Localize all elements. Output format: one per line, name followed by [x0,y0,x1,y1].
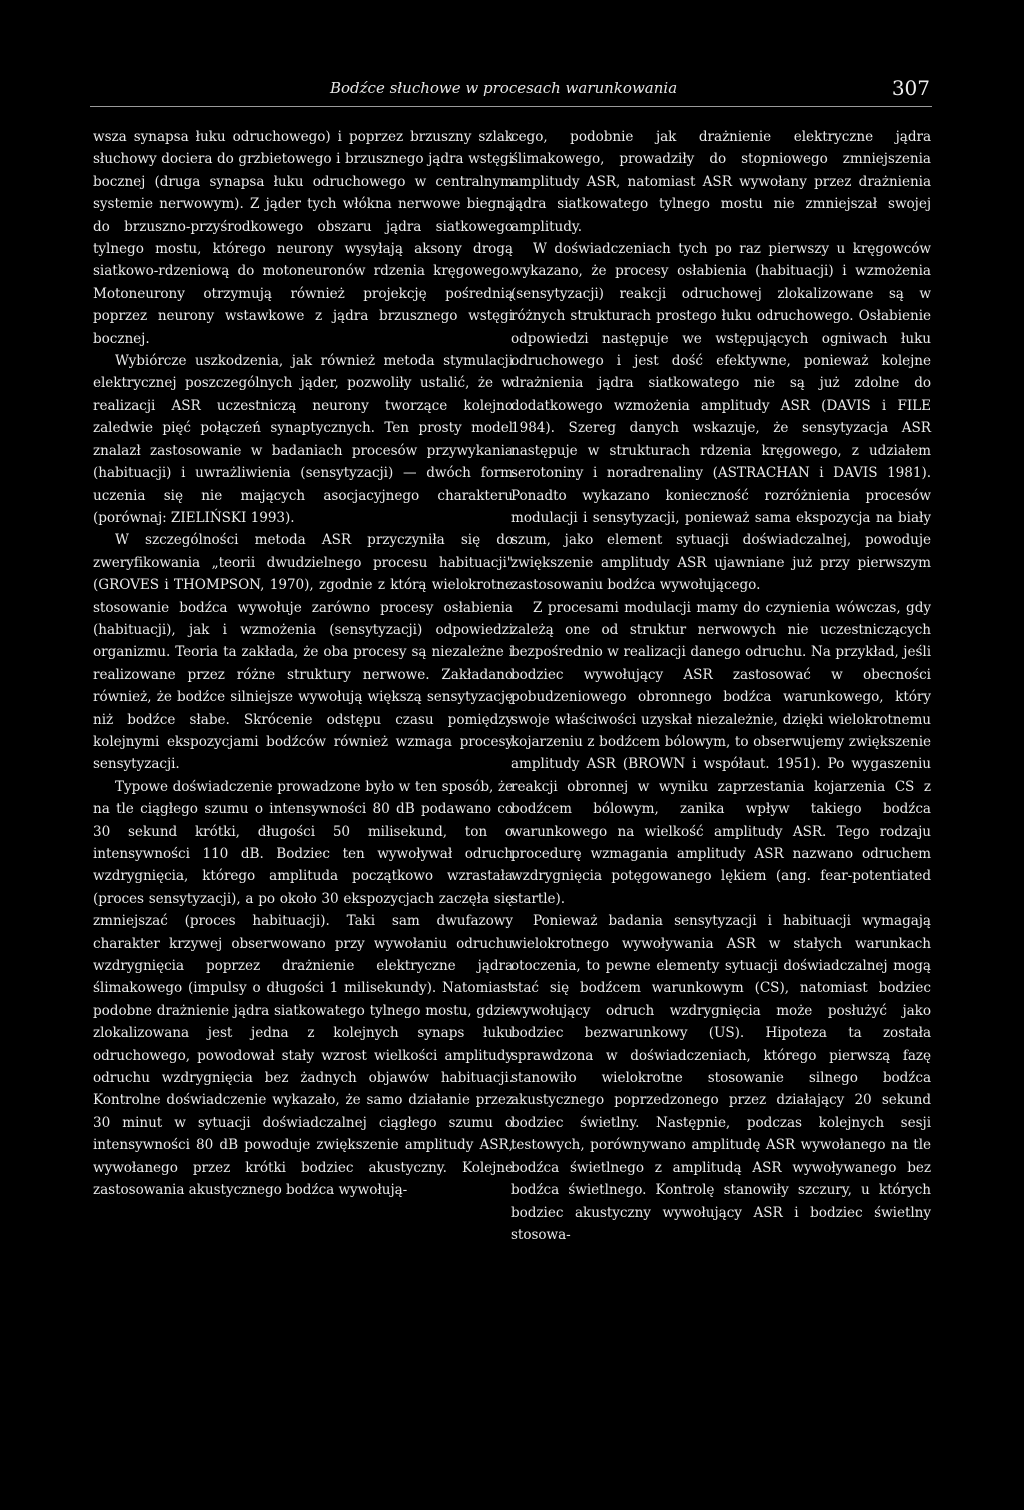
paragraph: W szczególności metoda ASR przyczyniła się do zweryfikowania „teorii dwudzielnego procesu habituacji" (GROVES i THOMPSON, 1970), zgodnie z którą wielokrotne stosowanie bodźca wywołuje zarówno procesy osłabienia (habituacji), jak i wzmożenia (sensytyzacji) odpowiedzi organizmu. Teoria ta zakłada, że oba procesy są niezależne i realizowane przez różne struktury nerwowe. Zakładano również, że bodźce silniejsze wywołują większą sensytyzację niż bodźce słabe. Skrócenie odstępu czasu pomiędzy kolejnymi ekspozycjami bodźców również wzmaga procesy sensytyzacji. [93,532,513,773]
paragraph: Z procesami modulacji mamy do czynienia wówczas, gdy zależą one od struktur nerwowych nie uczestniczących bezpośrednio w realizacji danego odruchu. Na przykład, jeśli bodziec wywołujący ASR zastosować w obecności pobudzeniowego obronnego bodźca warunkowego, który swoje właściwości uzyskał niezależnie, dzięki wielokrotnemu kojarzeniu z bodźcem bólowym, to obserwujemy zwiększenie amplitudy ASR (BROWN i współaut. 1951). Po wygaszeniu reakcji obronnej w wyniku zaprzestania kojarzenia CS z bodźcem bólowym, zanika wpływ takiego bodźca warunkowego na wielkość amplitudy ASR. Tego rodzaju procedurę wzmagania amplitudy ASR nazwano odruchem wzdrygnięcia potęgowanego lękiem (ang. fear-potentiated startle). [511,599,931,907]
left-column [93,126,513,1202]
paragraph: cego, podobnie jak drażnienie elektryczne jądra ślimakowego, prowadziły do stopniowego zmniejszenia amplitudy ASR, natomiast ASR wywołany przez drażnienia jądra siatkowatego tylnego mostu nie zmniejszał swojej amplitudy. [511,129,931,235]
paragraph: W doświadczeniach tych po raz pierwszy u kręgowców wykazano, że procesy osłabienia (habituacji) i wzmożenia (sensytyzacji) reakcji odruchowej zlokalizowane są w różnych strukturach prostego łuku odruchowego. Osłabienie odpowiedzi następuje we wstępujących ogniwach łuku odruchowego i jest dość efektywne, ponieważ kolejne drażnienia jądra siatkowatego nie są już zdolne do dodatkowego wzmożenia amplitudy ASR (DAVIS i FILE 1984). Szereg danych wskazuje, że sensytyzacja ASR następuje w strukturach rdzenia kręgowego, z udziałem serotoniny i noradrenaliny (ASTRACHAN i DAVIS 1981). Ponadto wykazano konieczność rozróżnienia procesów modulacji i sensytyzacji, ponieważ sama ekspozycja na biały szum, jako element sytuacji doświadczalnej, powoduje zwiększenie amplitudy ASR ujawniane już przy pierwszym zastosowaniu bodźca wywołującego. [511,241,931,594]
right-column [511,126,931,1246]
paragraph: Typowe doświadczenie prowadzone było w ten sposób, że na tle ciągłego szumu o intensywności 80 dB podawano co 30 sekund krótki, długości 50 milisekund, ton o intensywności 110 dB. Bodziec ten wywoływał odruch wzdrygnięcia, którego amplituda początkowo wzrastała (proces sensytyzacji), a po około 30 ekspozycjach zaczęła się zmniejszać (proces habituacji). Taki sam dwufazowy charakter krzywej obserwowano przy wywołaniu odruchu wzdrygnięcia poprzez drażnienie elektryczne jądra ślimakowego (impulsy o długości 1 milisekundy). Natomiast podobne drażnienie jądra siatkowatego tylnego mostu, gdzie zlokalizowana jest jedna z kolejnych synaps łuku odruchowego, powodował stały wzrost wielkości amplitudy odruchu wzdrygnięcia bez żadnych objawów habituacji. Kontrolne doświadczenie wykazało, że samo działanie przez 30 minut w sytuacji doświadczalnej ciągłego szumu o intensywności 80 dB powoduje zwiększenie amplitudy ASR, wywołanego przez krótki bodziec akustyczny. Kolejne zastosowania akustycznego bodźca wywołują- [93,778,513,1199]
paragraph: wsza synapsa łuku odruchowego) i poprzez brzuszny szlak słuchowy dociera do grzbietowego i brzusznego jądra wstęgi bocznej (druga synapsa łuku odruchowego w centralnym systemie nerwowym). Z jąder tych włókna nerwowe biegną do brzuszno-przyśrodkowego obszaru jądra siatkowego tylnego mostu, którego neurony wysyłają aksony drogą siatkowo-rdzeniową do motoneuronów rdzenia kręgowego. Motoneurony otrzymują również projekcję pośrednią poprzez neurony wstawkowe z jądra brzusznego wstęgi bocznej. [93,129,513,347]
page-header [90,78,930,108]
paragraph: Wybiórcze uszkodzenia, jak również metoda stymulacji elektrycznej poszczególnych jąder, pozwoliły ustalić, że w realizacji ASR uczestniczą neurony tworzące kolejno zaledwie pięć połączeń synaptycznych. Ten prosty model znalazł zastosowanie w badaniach procesów przywykania (habituacji) i uwrażliwienia (sensytyzacji) — dwóch form uczenia się nie mających asocjacyjnego charakteru (porównaj: ZIELIŃSKI 1993). [93,353,513,526]
paragraph: Ponieważ badania sensytyzacji i habituacji wymagają wielokrotnego wywoływania ASR w stałych warunkach otoczenia, to pewne elementy sytuacji doświadczalnej mogą stać się bodźcem warunkowym (CS), natomiast bodziec wywołujący odruch wzdrygnięcia może posłużyć jako bodziec bezwarunkowy (US). Hipoteza ta została sprawdzona w doświadczeniach, którego pierwszą fazę stanowiło wielokrotne stosowanie silnego bodźca akustycznego poprzedzonego przez działający 20 sekund bodziec świetlny. Następnie, podczas kolejnych sesji testowych, porównywano amplitudę ASR wywołanego na tle bodźca świetlnego z amplitudą ASR wywoływanego bez bodźca świetlnego. Kontrolę stanowiły szczury, u których bodziec akustyczny wywołujący ASR i bodziec świetlny stosowa- [511,913,931,1243]
running-title: Bodźce słuchowe w procesach warunkowania [330,79,678,97]
header-rule [90,106,932,107]
page-number: 307 [891,76,930,100]
